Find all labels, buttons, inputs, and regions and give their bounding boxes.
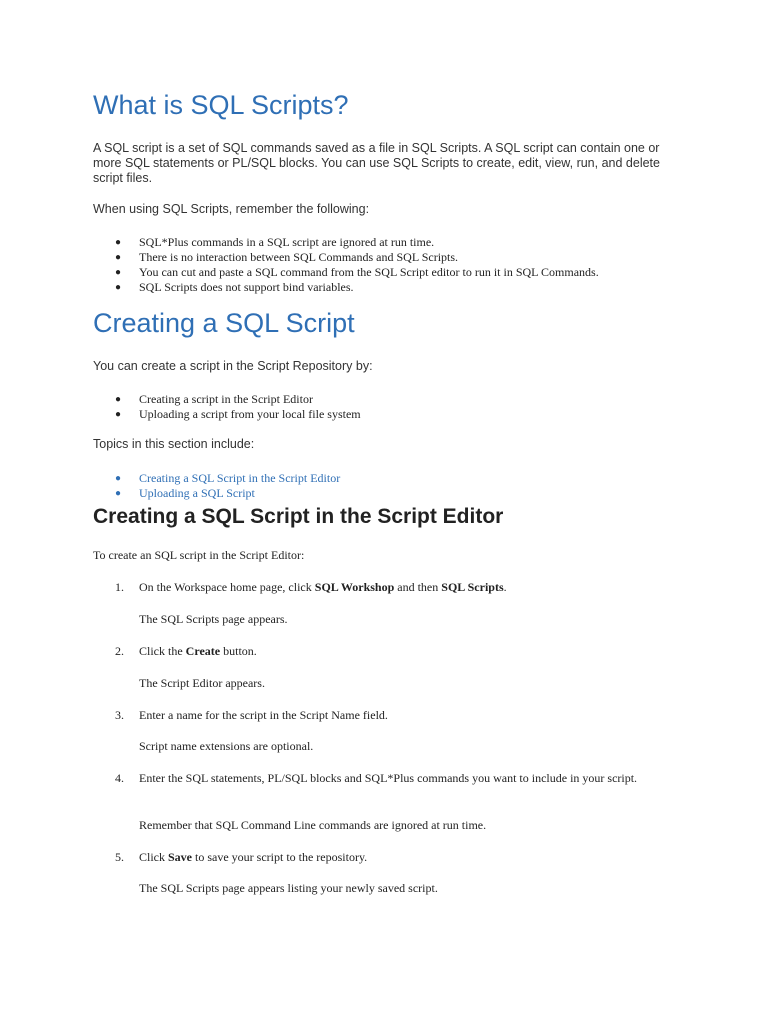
- step-1-note: The SQL Scripts page appears.: [139, 612, 288, 626]
- bullet-icon: ●: [115, 282, 122, 293]
- step-2-note: The Script Editor appears.: [139, 676, 265, 690]
- bullet-icon: ●: [115, 409, 122, 420]
- topics-label: Topics in this section include:: [93, 437, 255, 451]
- heading-creating-sql-script: Creating a SQL Script: [93, 308, 355, 338]
- step-5-note: The SQL Scripts page appears listing your newly saved script.: [139, 881, 438, 895]
- list-item: [93, 471, 683, 486]
- topics-list: [93, 471, 683, 501]
- list-item: ● Uploading a script from your local file system: [115, 407, 361, 421]
- repository-intro: You can create a script in the Script Repository by:: [93, 359, 373, 373]
- heading-what-is-sql-scripts: What is SQL Scripts?: [93, 90, 349, 120]
- list-item: ● You can cut and paste a SQL command from the SQL Script editor to run it in SQL Commands.: [115, 265, 599, 279]
- script-editor-intro: To create an SQL script in the Script Editor:: [93, 548, 305, 562]
- bullet-icon: ●: [115, 488, 122, 499]
- list-item: ● Creating a script in the Script Editor: [115, 392, 313, 406]
- create-methods-list: [93, 392, 683, 422]
- bullet-icon: ●: [115, 252, 122, 263]
- bullet-icon: ●: [115, 237, 122, 248]
- bullet-icon: ●: [115, 473, 122, 484]
- list-item: ● There is no interaction between SQL Commands and SQL Scripts.: [115, 250, 459, 264]
- step-3-note: Script name extensions are optional.: [139, 739, 314, 753]
- remember-list: [93, 235, 683, 295]
- link-creating-sql-script-editor[interactable]: Creating a SQL Script in the Script Editor: [139, 471, 341, 485]
- remember-paragraph: When using SQL Scripts, remember the following:: [93, 202, 370, 216]
- bullet-icon: ●: [115, 394, 122, 405]
- list-item: [93, 486, 683, 501]
- link-uploading-sql-script[interactable]: Uploading a SQL Script: [139, 486, 255, 500]
- list-item: ● SQL*Plus commands in a SQL script are ignored at run time.: [115, 235, 435, 249]
- heading-script-editor: Creating a SQL Script in the Script Editor: [93, 505, 504, 528]
- list-item: ● SQL Scripts does not support bind variables.: [115, 280, 354, 294]
- intro-paragraph: A SQL script is a set of SQL commands saved as a file in SQL Scripts. A SQL script can contain one or more SQL statements or PL/SQL blocks. You can use SQL Scripts to create, edit, view, run, and delete script files.: [93, 141, 660, 185]
- step-4-note: Remember that SQL Command Line commands are ignored at run time.: [139, 818, 487, 832]
- bullet-icon: ●: [115, 267, 122, 278]
